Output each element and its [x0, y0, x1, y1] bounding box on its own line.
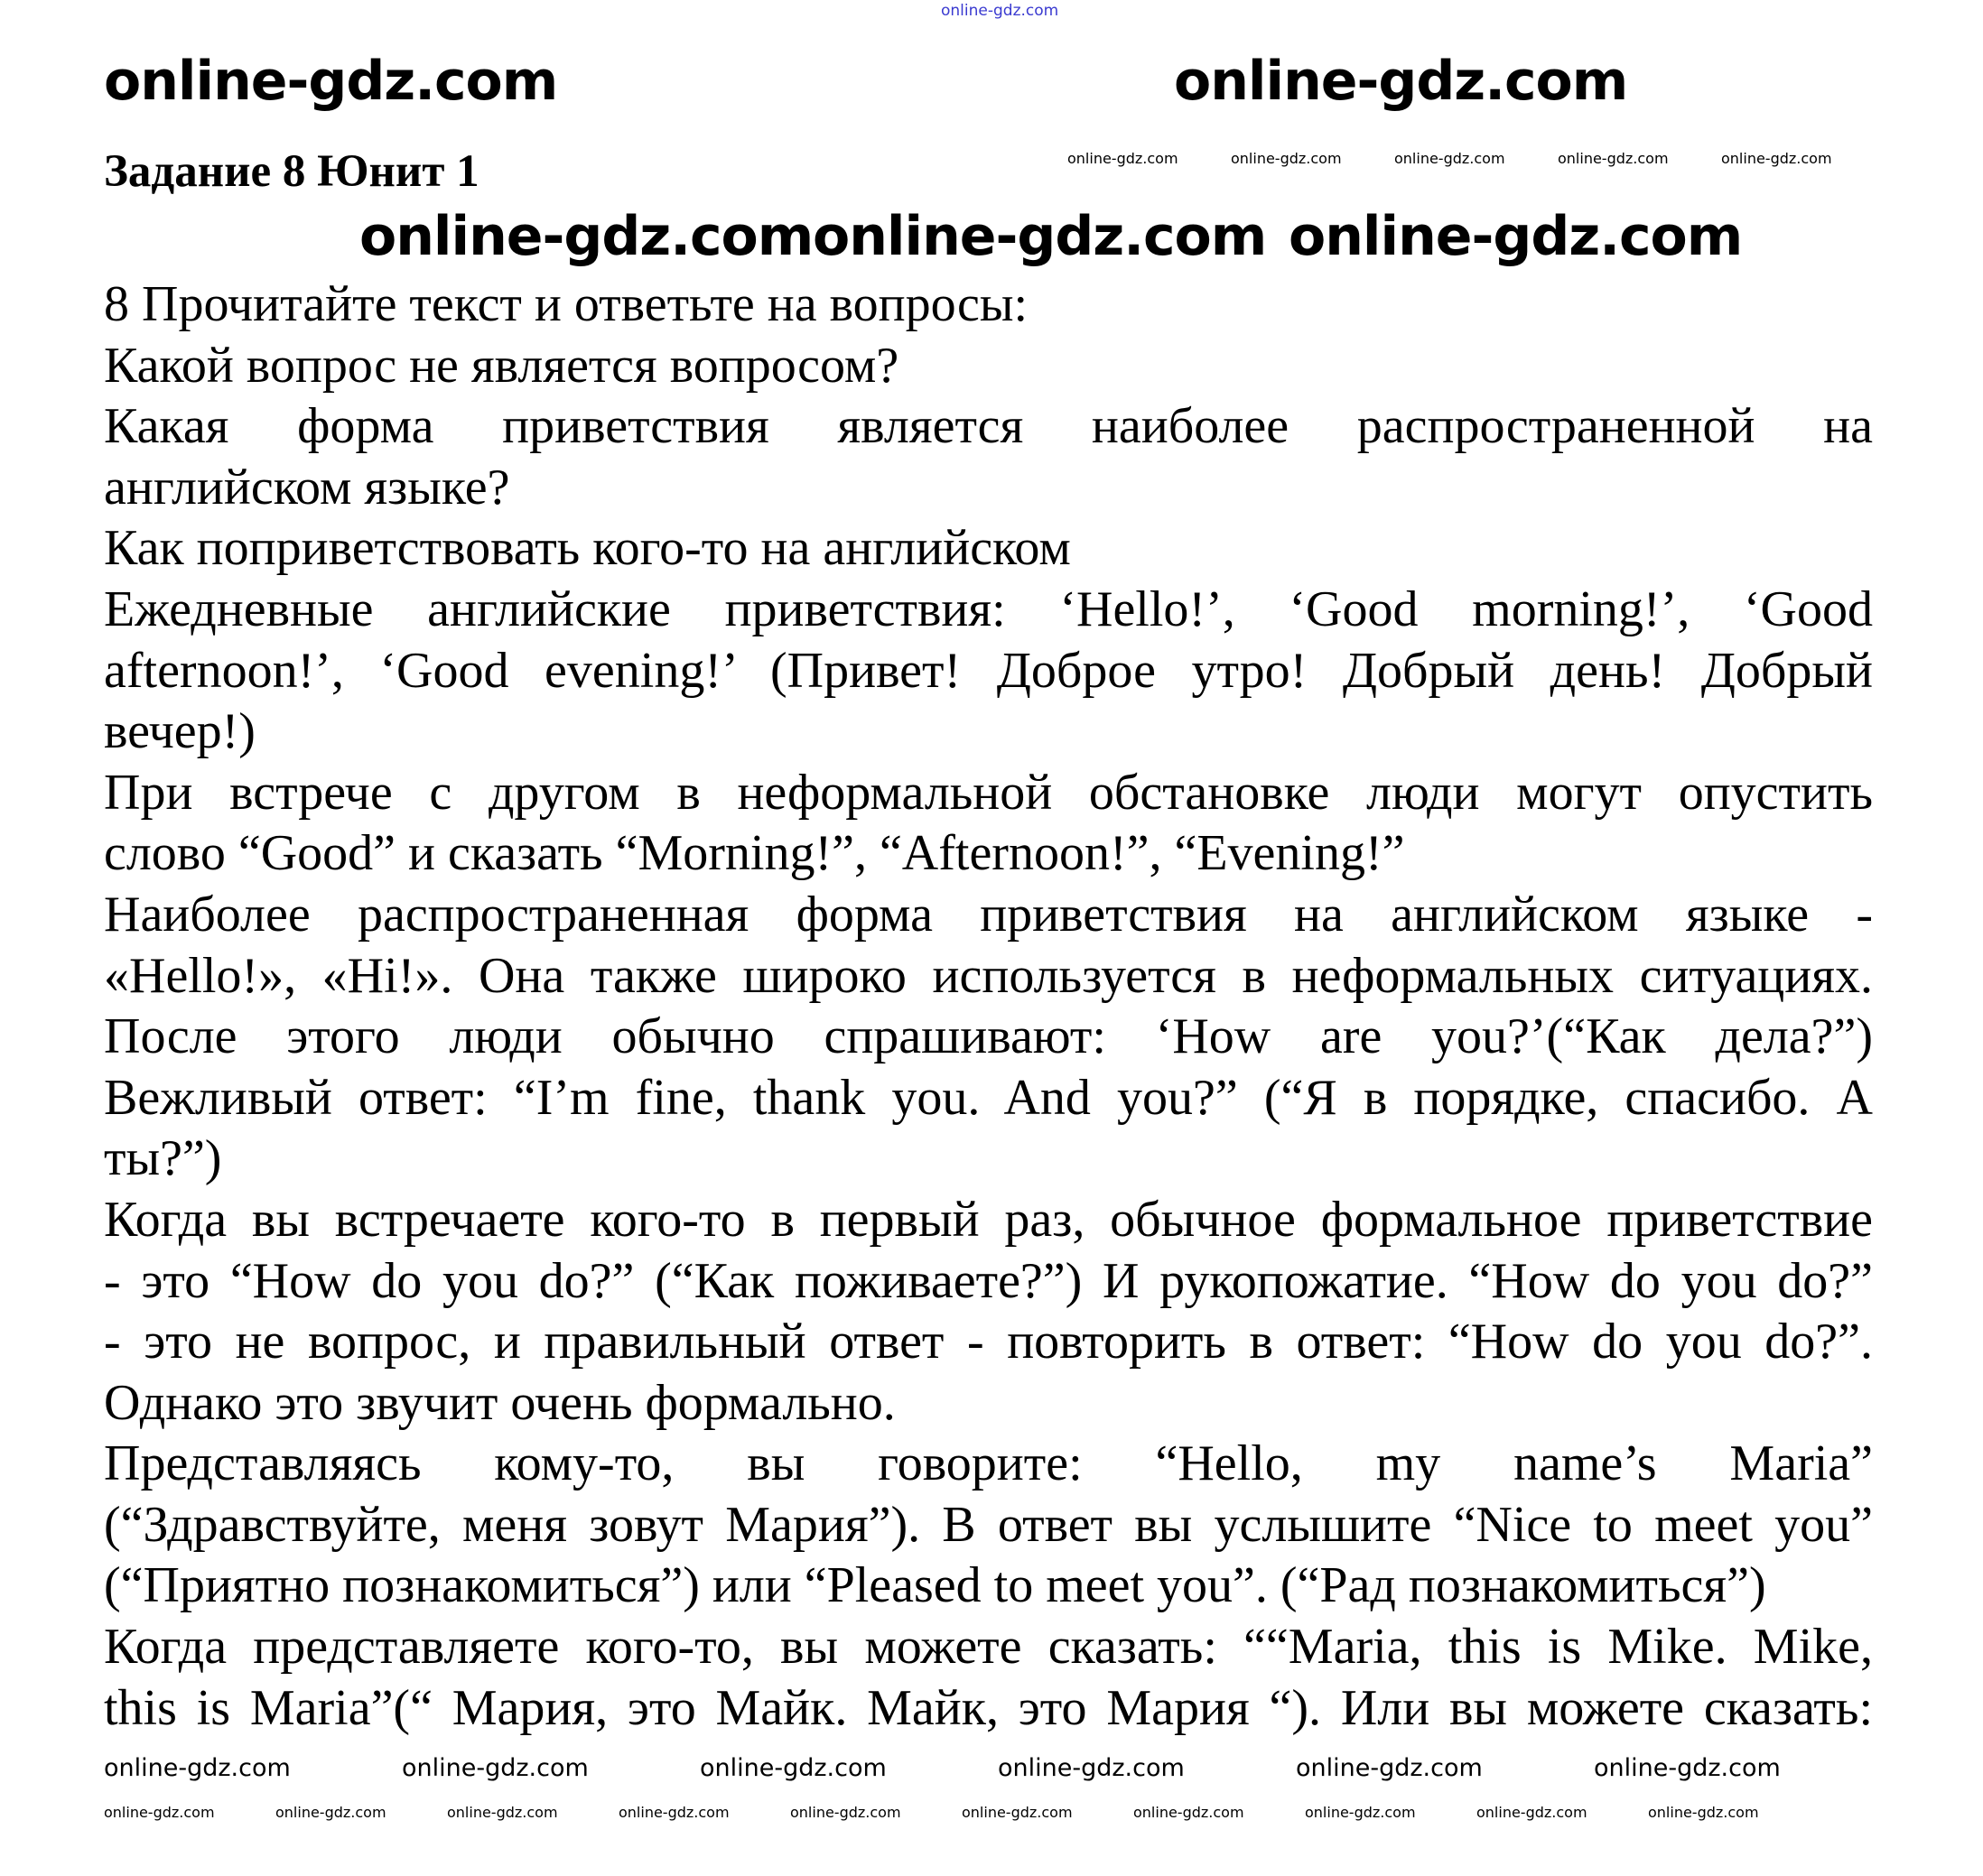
text-line: После этого люди обычно спрашивают: ‘How are you?’(“Как дела?”) [104, 1008, 1873, 1065]
watermark: online-gdz.com [1648, 1804, 1759, 1821]
text-line: Вежливый ответ: “I’m fine, thank you. And you?” (“Я в порядке, спасибо. А [104, 1069, 1873, 1126]
text-line: вечер!) [104, 703, 256, 760]
text-line: (“Приятно познакомиться”) или “Pleased to meet you”. (“Рад познакомиться”) [104, 1557, 1766, 1614]
watermark: online-gdz.com [1305, 1804, 1416, 1821]
watermark: online-gdz.com [104, 50, 558, 113]
paragraph [104, 274, 1873, 336]
text-line: Ежедневные английские приветствия: ‘Hello!’, ‘Good morning!’, ‘Good [104, 580, 1873, 637]
text-line: Какая форма приветствия является наиболее распространенной на [104, 398, 1873, 455]
watermark: online-gdz.com [1174, 50, 1628, 113]
text-line: слово “Good” и сказать “Morning!”, “Afternoon!”, “Evening!” [104, 825, 1405, 882]
text-line: ты?”) [104, 1130, 222, 1187]
document-body [104, 274, 1873, 1739]
watermark: online-gdz.com [447, 1804, 558, 1821]
text-line: Когда вы встречаете кого-то в первый раз, обычное формальное приветствие [104, 1191, 1873, 1248]
text-line: - это “How do you do?” (“Как поживаете?”) И рукопожатие. “How do you do?” [104, 1252, 1873, 1309]
watermark: online-gdz.com [1296, 1754, 1483, 1782]
watermark: online-gdz.com [962, 1804, 1073, 1821]
paragraph [104, 518, 1873, 580]
watermark: online-gdz.com [1476, 1804, 1587, 1821]
text-line: «Hello!», «Hi!». Она также широко используется в неформальных ситуациях. [104, 947, 1873, 1004]
text-line: При встрече с другом в неформальной обстановке люди могут опустить [104, 764, 1873, 821]
watermark: online-gdz.com [1231, 150, 1342, 167]
text-line: 8 Прочитайте текст и ответьте на вопросы: [104, 276, 1029, 332]
text-line: afternoon!’, ‘Good evening!’ (Привет! Доброе утро! Добрый день! Добрый [104, 642, 1873, 699]
paragraph [104, 580, 1873, 763]
watermark: online-gdz.com [104, 1754, 291, 1782]
page-title: Задание 8 Юнит 1 [104, 146, 479, 197]
text-line: Когда представляете кого-то, вы можете сказать: ““Maria, this is Mike. Mike, [104, 1619, 1873, 1676]
text-line: this is Maria”(“ Мария, это Майк. Майк, это Мария “). Или вы можете сказать: [104, 1679, 1873, 1736]
watermark: online-gdz.com [359, 205, 814, 268]
text-line: Представляясь кому-то, вы говорите: “Hello, my name’s Maria” [104, 1435, 1873, 1492]
paragraph [104, 1190, 1873, 1434]
watermark: online-gdz.com [813, 205, 1267, 268]
text-line: английском языке? [104, 459, 510, 515]
text-line: (“Здравствуйте, меня зовут Мария”). В ответ вы услышите “Nice to meet you” [104, 1496, 1873, 1553]
paragraph [104, 336, 1873, 397]
paragraph [104, 396, 1873, 518]
watermark: online-gdz.com [941, 2, 1059, 20]
watermark: online-gdz.com [402, 1754, 589, 1782]
watermark: online-gdz.com [1394, 150, 1505, 167]
watermark: online-gdz.com [700, 1754, 887, 1782]
watermark: online-gdz.com [1289, 205, 1743, 268]
watermark: online-gdz.com [619, 1804, 730, 1821]
paragraph [104, 1434, 1873, 1739]
text-line: Однако это звучит очень формально. [104, 1374, 896, 1431]
watermark: online-gdz.com [790, 1804, 901, 1821]
paragraph [104, 885, 1873, 1190]
paragraph [104, 763, 1873, 885]
text-line: - это не вопрос, и правильный ответ - повторить в ответ: “How do you do?”. [104, 1314, 1873, 1370]
watermark: online-gdz.com [1721, 150, 1832, 167]
watermark: online-gdz.com [104, 1804, 215, 1821]
text-line: Наиболее распространенная форма приветствия на английском языке - [104, 886, 1873, 943]
watermark: online-gdz.com [1594, 1754, 1781, 1782]
watermark: online-gdz.com [998, 1754, 1185, 1782]
watermark: online-gdz.com [275, 1804, 386, 1821]
watermark: online-gdz.com [1133, 1804, 1244, 1821]
text-line: Как поприветствовать кого-то на английском [104, 520, 1071, 577]
watermark: online-gdz.com [1067, 150, 1178, 167]
text-line: Какой вопрос не является вопросом? [104, 337, 899, 394]
watermark: online-gdz.com [1558, 150, 1669, 167]
